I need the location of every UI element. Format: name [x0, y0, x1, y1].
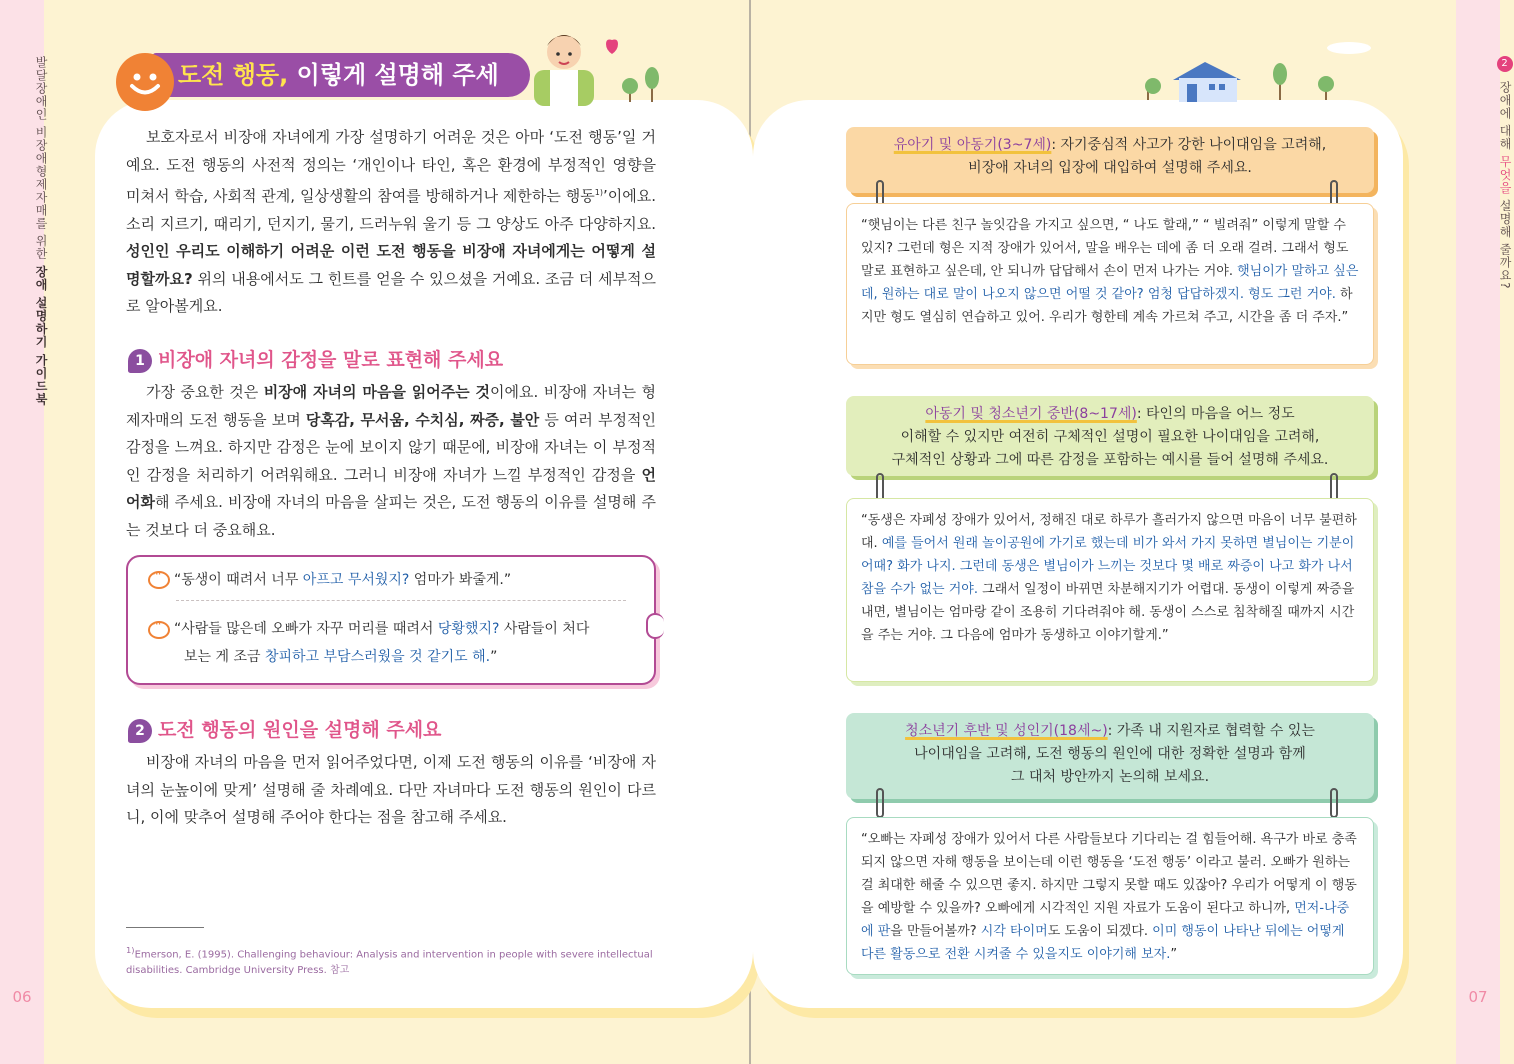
section-2-heading — [128, 716, 441, 744]
ex3-g: ” — [1170, 947, 1178, 962]
ex1-a: “햇님이는 다른 친구 놀잇감을 가지고 싶으면, “ 나도 할래,” “ 빌려줘” 이렇게 말할 수 있지? 그런데 형은 지적 장애가 있어서, 말을 배우는 데에 좀 더 오래 걸려. 그래서 형도 말로 표현하고 싶은데, 안 되니까 답답해서 손이 먼저 나가는 거야. — [861, 218, 1349, 279]
page-number-left: 06 — [12, 988, 32, 1006]
binder-ring — [876, 788, 884, 818]
speech-bubble-icon — [148, 621, 170, 639]
q1-a: “동생이 때려서 너무 — [174, 572, 303, 588]
title-rest: 이렇게 설명해 주세요. — [178, 61, 499, 133]
example-adolescence — [846, 498, 1374, 682]
ex3-f: 이미 행동이 나타난 뒤에는 어떻게 다른 활동으로 전환 시켜줄 수 있을지도 이야기해 보자. — [861, 924, 1345, 962]
binder-ring — [1330, 788, 1338, 818]
intro-bold-question: 성인인 우리도 이해하기 어려운 이런 도전 행동을 비장애 자녀에게는 어떻게 설명할까요? — [126, 242, 656, 288]
age1-text-b: 비장애 자녀의 입장에 대입하여 설명해 주세요. — [968, 160, 1252, 176]
intro-text-1: 보호자로서 비장애 자녀에게 가장 설명하기 어려운 것은 아마 ‘도전 행동’일 거예요. 도전 행동의 사전적 정의는 ‘개인이나 타인, 혹은 환경에 부정적인 영향을 미쳐서 학습, 사회적 관계, 일상생활의 참여를 방해하거나 제한하는 행동 — [126, 128, 656, 205]
book-title-prefix: 발달장애인 비장애형제자매를 위한 — [34, 56, 48, 266]
age-label-8-17: 아동기 및 청소년기 중반(8~17세) — [925, 406, 1137, 422]
intro-text-2: ’이에요. 소리 지르기, 때리기, 던지기, 물기, 드러누워 울기 등 그 양상도 아주 다양하지요. — [126, 187, 656, 233]
ex3-e: 도 도움이 되겠다. — [1047, 924, 1153, 939]
title-highlight: 도전 행동, — [178, 61, 289, 89]
s1-text-c: 이에요. 비장애 자녀는 형제자매의 도전 행동을 보며 — [126, 383, 656, 429]
footnote-rule — [126, 927, 204, 928]
q2-a: “사람들 많은데 오빠가 자꾸 머리를 때려서 — [174, 621, 438, 637]
s1-bold-b: 비장애 자녀의 마음을 읽어주는 것 — [263, 383, 491, 401]
footnote-text: Emerson, E. (1995). Challenging behaviour: Analysis and intervention in people with severe intellectual disabilities. Cambridge University Press. 참고 — [126, 949, 653, 977]
age-group-adulthood — [846, 713, 1374, 799]
example-adulthood — [846, 817, 1374, 975]
age-group-adolescence — [846, 396, 1374, 476]
age-group-early-childhood — [846, 127, 1374, 193]
ex2-b: 예를 들어서 원래 놀이공원에 가기로 했는데 비가 와서 가지 못하면 별님이는 기분이 어때? 화가 나지. 그런데 동생은 별님이가 느끼는 것보다 몇 배로 짜증이 나고 화가 나서 참을 수가 없는 거야. — [861, 536, 1355, 597]
age3-text-b: 나이대임을 고려해, 도전 행동의 원인에 대한 정확한 설명과 함께 — [914, 746, 1306, 762]
cloud-illustration — [1325, 38, 1373, 54]
footnote-mark: 1) — [126, 945, 135, 955]
intro-text-3: 위의 내용에서도 그 힌트를 얻을 수 있으셨을 거예요. 조금 더 세부적으로 알아볼게요. — [126, 269, 656, 315]
age1-text-a: : 자기중심적 사고가 강한 나이대임을 고려해, — [1051, 137, 1327, 153]
chapter-number-badge: 2 — [1497, 56, 1513, 72]
footnote — [126, 942, 666, 979]
page-title — [152, 53, 530, 133]
ex3-c: 을 만들어볼까? — [890, 924, 981, 939]
s1-bold-verbalize: 언어화 — [126, 465, 656, 511]
intro-paragraph — [126, 124, 656, 321]
ex1-c: 하지만 형도 열심히 연습하고 있어. 우리가 형한테 계속 가르쳐 주고, 시간을 좀 더 주자.” — [861, 287, 1353, 325]
s1-text-g: 해 주세요. 비장애 자녀의 마음을 살피는 것은, 도전 행동의 이유를 설명해 주는 것보다 더 중요해요. — [126, 493, 656, 539]
s1-text-a: 가장 중요한 것은 — [146, 383, 264, 401]
section-2-title: 도전 행동의 원인을 설명해 주세요 — [158, 719, 442, 741]
right-side-strip — [1456, 0, 1512, 1064]
ex2-a: “동생은 자폐성 장애가 있어서, 정해진 대로 하루가 흘러가지 않으면 마음이 너무 불편하대. — [861, 513, 1357, 551]
section-1-paragraph — [126, 379, 656, 544]
s1-bold-emotions: 당혹감, 무서움, 수치심, 짜증, 불안 — [305, 410, 540, 429]
quote-divider — [176, 600, 626, 601]
q2-c: 사람들이 처다 — [499, 621, 590, 637]
example-early-childhood — [846, 203, 1374, 365]
quote-2-line-2 — [184, 643, 497, 671]
age-label-18-plus: 청소년기 후반 및 성인기(18세~) — [905, 723, 1108, 739]
age3-text-c: 그 대처 방안까지 논의해 보세요. — [1010, 769, 1210, 785]
chapter-title-vertical — [1470, 56, 1514, 289]
book-title-vertical — [6, 56, 50, 406]
age2-text-b: 이해할 수 있지만 여전히 구체적인 설명이 필요한 나이대임을 고려해, — [900, 429, 1320, 445]
smiley-icon — [116, 53, 174, 111]
section-1-heading — [128, 346, 503, 374]
s1-text-e: 등 여러 부정적인 감정을 느껴요. 하지만 감정은 눈에 보이지 않기 때문에, 비장애 자녀는 이 부정적인 감정을 처리하기 어려워해요. 그러니 비장애 자녀가 느낄 부정적인 감정을 — [126, 410, 656, 484]
quote-box-notch — [646, 613, 664, 639]
quote-1 — [174, 566, 511, 594]
ex3-d: 시각 타이머 — [980, 924, 1048, 939]
section-2-paragraph: 비장애 자녀의 마음을 먼저 읽어주었다면, 이제 도전 행동의 이유를 ‘비장애 자녀의 눈높이에 맞게’ 설명해 줄 차례예요. 다만 자녀마다 도전 행동의 원인이 다르니, 이에 맞추어 설명해 주어야 한다는 점을 참고해 주세요. — [126, 753, 656, 826]
speech-bubble-icon — [148, 571, 170, 589]
house-trees-illustration — [1145, 58, 1335, 106]
q2-f: ” — [490, 649, 498, 665]
q1-b: 아프고 무서웠지? — [302, 572, 410, 588]
q1-c: 엄마가 봐줄게.” — [409, 572, 512, 588]
q2-b: 당황했지? — [437, 621, 500, 637]
left-side-strip — [0, 0, 48, 1064]
boy-character-illustration — [520, 22, 630, 106]
section-1-number-icon: 1 — [128, 349, 152, 373]
section-1-title: 비장애 자녀의 감정을 말로 표현해 주세요 — [158, 349, 504, 371]
chapter-title-highlight: 무엇을 — [1498, 155, 1512, 195]
section-2-number-icon: 2 — [128, 719, 152, 743]
ex2-c: 그래서 일정이 바뀌면 차분해지기가 어렵대. 동생이 이렇게 짜증을 내면, 별님이는 엄마랑 같이 조용히 기다려줘야 해. 동생이 스스로 침착해질 때까지 시간을 주는 거야. 그 다음에 엄마가 동생하고 이야기할게.” — [861, 582, 1355, 643]
example-quote-box — [126, 555, 656, 685]
age2-text-c: 구체적인 상황과 그에 따른 감정을 포함하는 예시를 들어 설명해 주세요. — [891, 452, 1329, 468]
ex3-b: 먼저-나중에 판 — [861, 901, 1350, 939]
q2-e: 창피하고 부담스러웠을 것 같기도 해. — [264, 649, 491, 665]
ex1-b: 햇님이가 말하고 싶은데, 원하는 대로 말이 나오지 않으면 어떨 것 같아? 엄청 답답하겠지. 형도 그런 거야. — [861, 264, 1359, 302]
ex3-a: “오빠는 자폐성 장애가 있어서 다른 사람들보다 기다리는 걸 힘들어해. 욕구가 바로 충족되지 않으면 자해 행동을 보이는데 이런 행동을 ‘도전 행동’ 이라고 불러. 오빠가 원하는 걸 최대한 해줄 수 있으면 좋지. 하지만 그렇지 못할 때도 있잖아? 우리가 어떻게 이 행동을 예방할 수 있을까? 오빠에게 시각적인 지원 자료가 도움이 된다고 하니까, — [861, 832, 1357, 916]
age2-text-a: : 타인의 마음을 어느 정도 — [1136, 406, 1295, 422]
age-label-3-7: 유아기 및 아동기(3~7세) — [893, 137, 1052, 153]
footnote-reference: 1) — [594, 188, 603, 197]
chapter-title-a: 장애에 대해 — [1498, 80, 1512, 156]
quote-2-line-1 — [174, 615, 589, 643]
page-number-right: 07 — [1468, 988, 1488, 1006]
chapter-title-b: 설명해 줄까요? — [1498, 194, 1512, 290]
age3-text-a: : 가족 내 지원자로 협력할 수 있는 — [1107, 723, 1315, 739]
q2-d: 보는 게 조금 — [184, 649, 265, 665]
book-title-bold: 장애 설명하기 가이드북 — [34, 265, 48, 406]
